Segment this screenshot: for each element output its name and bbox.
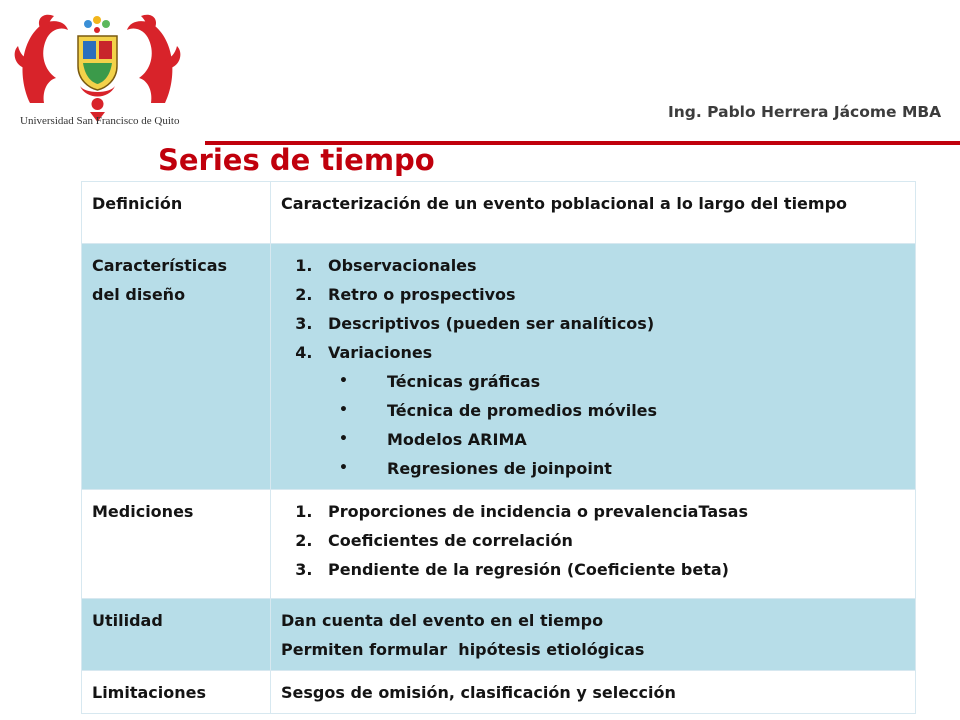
row-label: Mediciones (82, 490, 271, 599)
numbered-list (281, 251, 905, 367)
list-item: 1. Proporciones de incidencia o prevalenciaTasas (318, 497, 905, 526)
bullet-list (281, 367, 905, 483)
content-line: Dan cuenta del evento en el tiempo (281, 611, 604, 630)
list-item: 2. Retro o prospectivos (318, 280, 905, 309)
row-label: Definición (82, 182, 271, 244)
bullet-item: • Técnicas gráficas (387, 367, 905, 396)
table-row-utilidad (82, 599, 916, 671)
list-item: 4. Variaciones (318, 338, 905, 367)
table-row-limitaciones (82, 671, 916, 714)
row-label: Utilidad (82, 599, 271, 671)
bullet-item: • Técnica de promedios móviles (387, 396, 905, 425)
bullet-item: • Regresiones de joinpoint (387, 454, 905, 483)
row-label-line: Características (92, 256, 228, 275)
row-content: Caracterización de un evento poblacional a lo largo del tiempo (271, 182, 916, 244)
numbered-list (281, 497, 905, 584)
table-row-definicion (82, 182, 916, 244)
list-item: 1. Observacionales (318, 251, 905, 280)
bullet-item: • Modelos ARIMA (387, 425, 905, 454)
row-content (271, 490, 916, 599)
list-item: 2. Coeficientes de correlación (318, 526, 905, 555)
content-table (81, 181, 916, 714)
table-row-mediciones (82, 490, 916, 599)
list-item: 3. Pendiente de la regresión (Coeficiente beta) (318, 555, 905, 584)
page-title: Series de tiempo (158, 143, 435, 177)
content-line: Permiten formular hipótesis etiológicas (281, 640, 645, 659)
row-label-line: del diseño (92, 285, 186, 304)
university-name: Universidad San Francisco de Quito (20, 115, 180, 127)
row-label (82, 244, 271, 490)
row-label: Limitaciones (82, 671, 271, 714)
table-row-caracteristicas (82, 244, 916, 490)
row-content (271, 599, 916, 671)
author-name: Ing. Pablo Herrera Jácome MBA (668, 103, 942, 121)
row-content: Sesgos de omisión, clasificación y selección (271, 671, 916, 714)
list-item: 3. Descriptivos (pueden ser analíticos) (318, 309, 905, 338)
row-content (271, 244, 916, 490)
